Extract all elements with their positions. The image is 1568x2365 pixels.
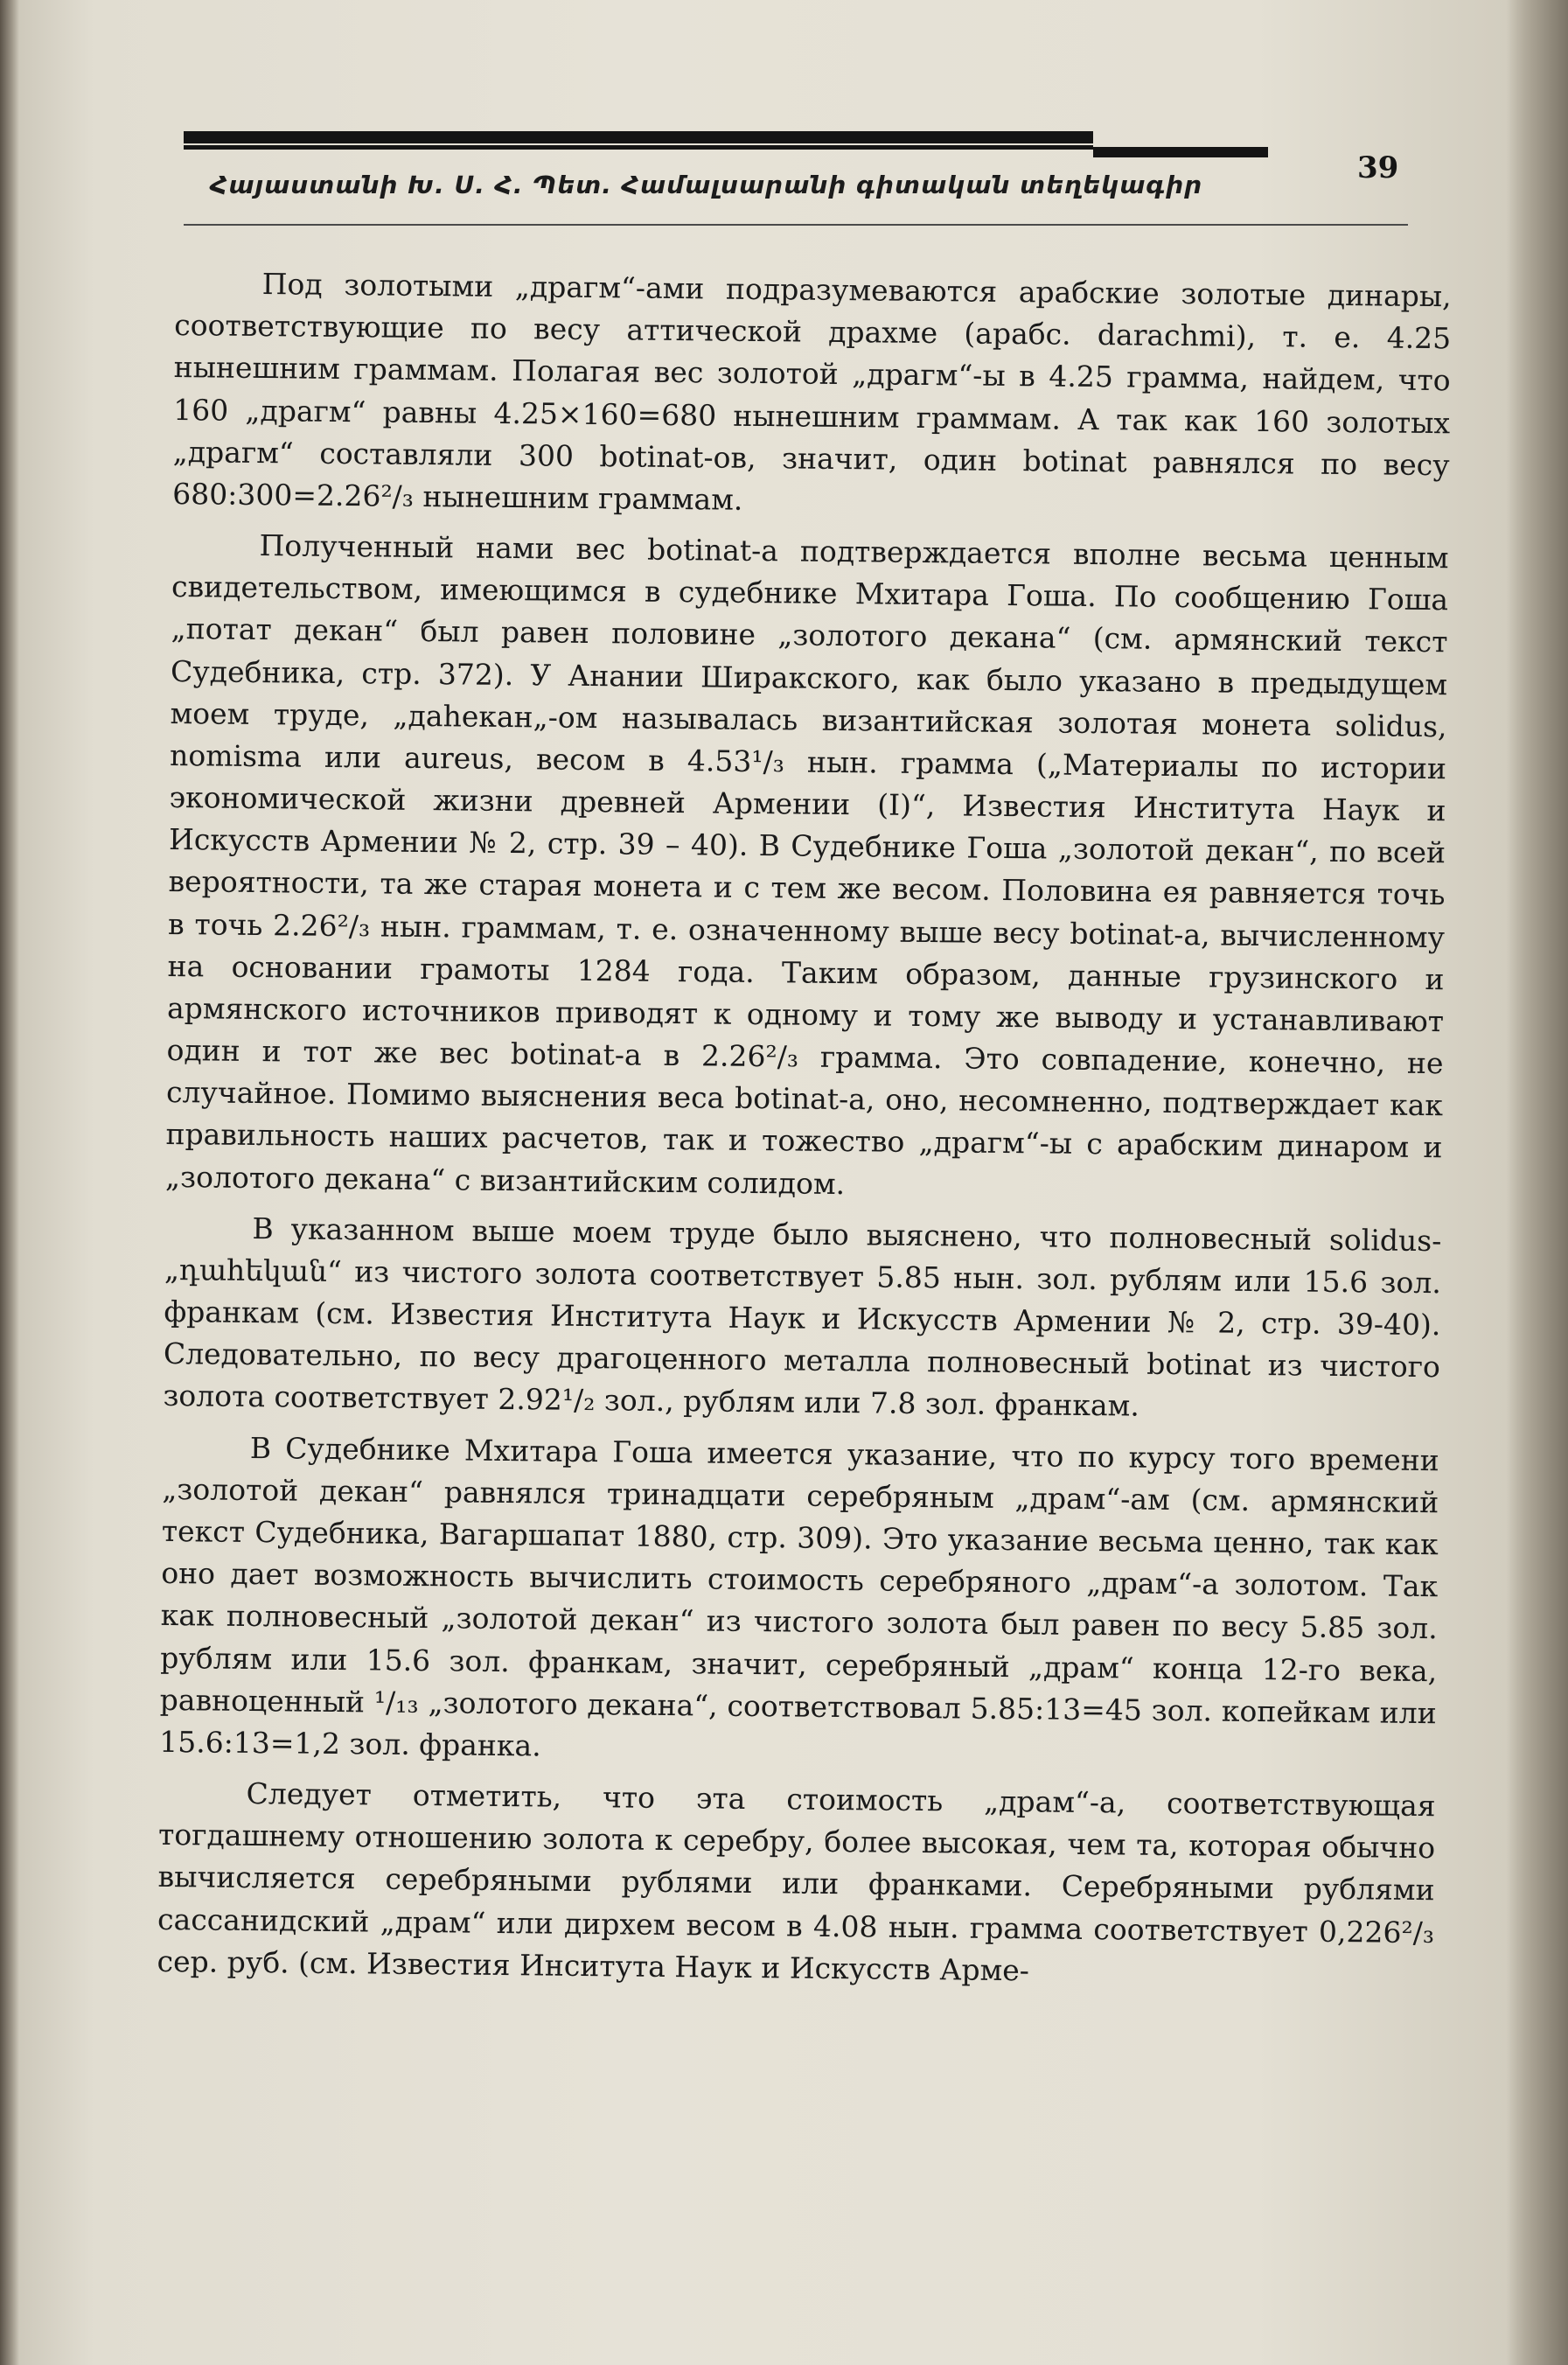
paragraph-4: В Судебнике Мхитара Гоша имеется указание, что по курсу того времени „золотой декан“ равнялся тринадцати серебряным „драм“-ам (см. армянский текст Судебника, Вагаршапат 1880, стр. 309). Это указание весьма ценно, так как оно дает возможность вычислить стоимость серебряного „драм“-а золотом. Так как полновесный „золотой декан“ из чистого золота был равен по весу 5.85 зол. рублям или 15.6 зол. франкам, значит, серебряный „драм“ конца 12-го века, равноценный ¹/₁₃ „золотого декана“, соответствовал 5.85:13=45 зол. копейкам или 15.6:13=1,2 зол. франка.: [159, 1430, 1439, 1763]
page-right-shadow: [1507, 0, 1568, 2365]
page-number: 39: [1357, 150, 1399, 185]
header-rule-right: [1093, 147, 1268, 157]
header-rule-thick: [184, 131, 1093, 143]
paragraph-1: Под золотыми „драгм“-ами подразумеваются арабские золотые динары, соответствующие по весу аттической драхме (арабс. darachmi), т. е. 4.25 нынешним граммам. Полагая вес золотой „драгм“-ы в 4.25 грамма, найдем, что 160 „драгм“ равны 4.25×160=680 нынешним граммам. А так как 160 золотых „драгм“ составляли 300 botinat-ов, значит, один botinat равнялся по весу 680:300=2.26²/₃ нынешним граммам.: [172, 267, 1452, 517]
paragraph-3: В указанном выше моем труде было выяснено, что полновесный solidus-„դահեկան“ из чистого золота соответствует 5.85 нын. зол. рублям или 15.6 зол. франкам (см. Известия Института Наук и Искусств Армении № 2, стр. 39-40). Следовательно, по весу драгоценного металла полновесный botinat из чистого золота соответствует 2.92¹/₂ зол., рублям или 7.8 зол. франкам.: [163, 1210, 1442, 1424]
header-rule-lower: [184, 145, 1093, 150]
paragraph-2: Полученный нами вес botinat-а подтверждается вполне весьма ценным свидетельством, имеющимся в судебнике Мхитара Гоша. По сообщению Гоша „потат декан“ был равен половине „золотого декана“ (см. армянский текст Судебника, стр. 372). У Анании Ширакского, как было указано в предыдущем моем труде, „даhекан„-ом называлась византийская золотая монета solidus, nomisma или aureus, весом в 4.53¹/₃ нын. грамма („Материалы по истории экономической жизни древней Армении (I)“, Известия Института Наук и Искусств Армении № 2, стр. 39 – 40). В Судебнике Гоша „золотой декан“, по всей вероятности, та же старая монета и с тем же весом. Половина ея равняется точь в точь 2.26²/₃ нын. граммам, т. е. означенному выше весу botinat-а, вычисленному на основании грамоты 1284 года. Таким образом, данные грузинского и армянского источников приводят к одному и тому же выводу и устанавливают один и тот же вес botinat-а в 2.26²/₃ грамма. Это совпадение, конечно, не случайное. Помимо выяснения веса botinat-а, оно, несомненно, подтверждает как правильность наших расчетов, так и тожество „драгм“-ы с арабским динаром и „золотого декана“ с византийским солидом.: [164, 528, 1449, 1201]
running-head: Հայաստանի Խ. Ս. Հ. Պետ. Համալսարանի գիտական տեղեկագիր: [210, 171, 1203, 199]
header-rule-thin: [184, 224, 1408, 226]
paragraph-5: Следует отметить, что эта стоимость „драм“-а, соответствующая тогдашнему отношению золота к серебру, более высокая, чем та, которая обычно вычисляется серебряными рублями или франками. Серебряными рублями сассанидский „драм“ или дирхем весом в 4.08 нын. грамма соответствует 0,226²/₃ сер. руб. (см. Известия Инситута Наук и Искусств Арме-: [157, 1775, 1436, 1988]
page-left-shadow: [0, 0, 19, 2365]
body-text: [157, 262, 1452, 2005]
